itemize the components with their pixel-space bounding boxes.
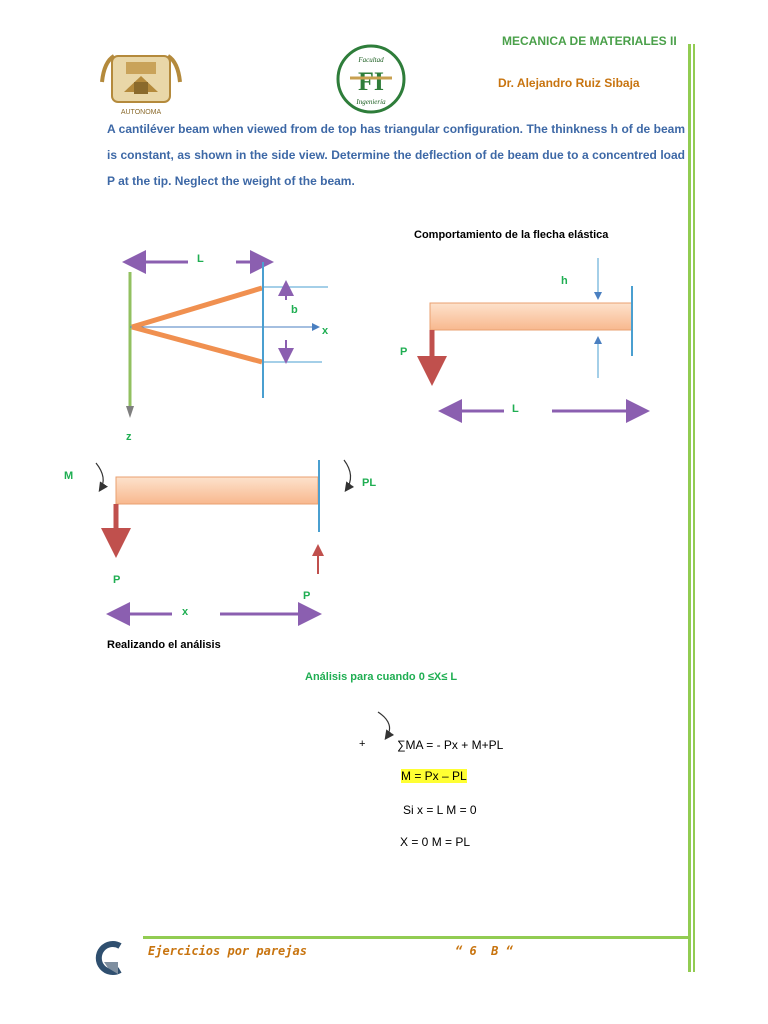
moment-PL-arrow [344, 460, 351, 490]
analysis-range: Análisis para cuando 0 ≤X≤ L [305, 671, 458, 683]
beam-edge-bottom [132, 327, 262, 362]
label-P-fbd-right: P [303, 590, 311, 602]
moment-M-arrow [96, 463, 103, 490]
label-x-fbd: x [182, 606, 189, 618]
footer-title: Ejercicios por parejas [148, 944, 307, 958]
moment-sum-equation: ∑MA = - Px + M+PL [397, 738, 504, 752]
boundary-case-1: Si x = L M = 0 [403, 803, 477, 817]
boundary-case-2: X = 0 M = PL [400, 835, 471, 849]
z-axis-arrowhead [126, 406, 134, 418]
label-PL: PL [362, 477, 377, 489]
diagram-title: Comportamiento de la flecha elástica [414, 229, 609, 241]
analysis-heading: Realizando el análisis [107, 639, 221, 651]
label-L-side: L [512, 403, 519, 415]
problem-statement: A cantiléver beam when viewed from de top has triangular configuration. The thinkness h of de beam is constant, as shown in the side view. Determine the deflection of de beam due to a concentred load P at the tip. Neglect the weight of the beam. [107, 122, 685, 188]
label-h: h [561, 275, 568, 287]
beam-edge-top [132, 288, 262, 327]
seal-text: AUTONOMA [120, 109, 162, 116]
label-x-plan: x [322, 325, 329, 337]
beam-side-view [430, 303, 632, 330]
footer-logo [90, 940, 126, 978]
footer-rule [143, 936, 688, 939]
label-z: z [126, 431, 132, 443]
beam-fbd [116, 477, 318, 504]
logo-letters: FI [358, 67, 384, 96]
footer-group: “ 6 B “ [455, 944, 513, 958]
label-P-side: P [400, 346, 408, 358]
logo-top-text: Facultad [358, 56, 384, 64]
course-title: MECANICA DE MATERIALES II [502, 34, 677, 48]
moment-result-equation: M = Px – PL [401, 769, 467, 783]
label-L-plan: L [197, 253, 204, 265]
label-P-fbd-left: P [113, 574, 121, 586]
logo-bottom-text: Ingeniería [356, 98, 386, 106]
label-b: b [291, 304, 298, 316]
author-name: Dr. Alejandro Ruiz Sibaja [498, 76, 640, 90]
moment-sign-arrow [378, 712, 390, 738]
label-M: M [64, 470, 74, 482]
sign-plus: + [359, 738, 366, 750]
